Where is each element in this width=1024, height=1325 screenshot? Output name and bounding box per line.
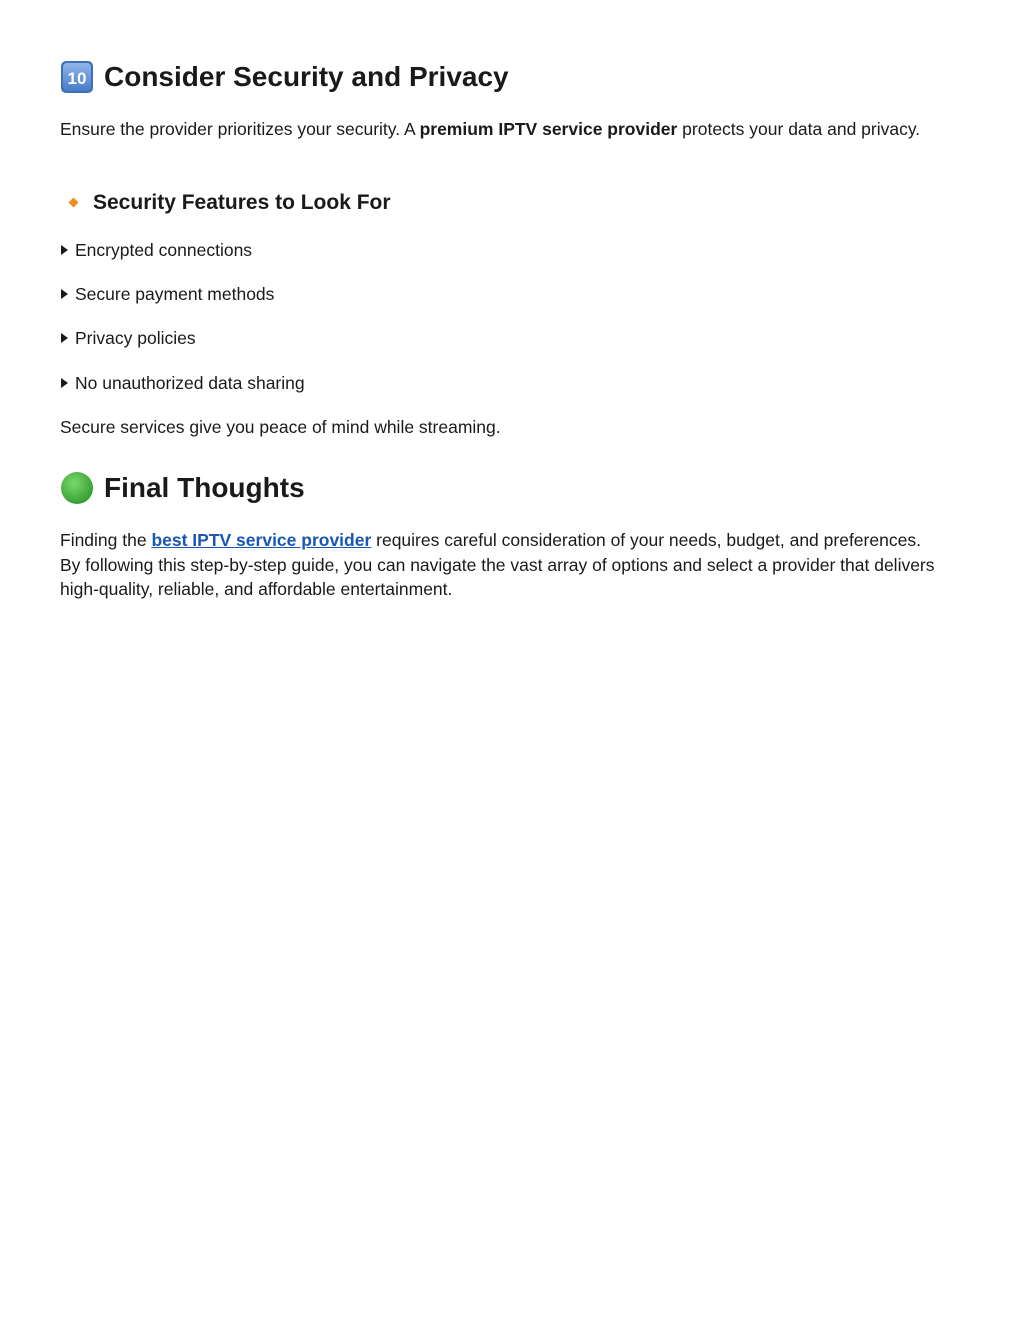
list-item: [60, 282, 274, 306]
green-circle-icon: [60, 471, 94, 505]
list-item: [60, 371, 305, 395]
features-subheading: [60, 189, 391, 217]
intro-text-before: Ensure the provider prioritizes your security. A: [60, 119, 420, 139]
section-heading-security: [60, 59, 509, 95]
section-heading-text: Consider Security and Privacy: [104, 61, 509, 92]
final-paragraph: [60, 528, 940, 602]
triangle-bullet-icon: [61, 378, 68, 388]
intro-text-after: protects your data and privacy.: [677, 119, 921, 139]
svg-text:10: 10: [67, 69, 87, 88]
list-item-label: Privacy policies: [75, 328, 196, 348]
list-item: [60, 326, 196, 350]
keycap-ten-icon: [60, 60, 94, 94]
triangle-bullet-icon: [61, 289, 68, 299]
best-iptv-provider-link[interactable]: best IPTV service provider: [151, 530, 372, 550]
list-item: [60, 238, 252, 262]
final-text-before: Finding the: [60, 530, 152, 550]
list-item-label: No unauthorized data sharing: [75, 373, 305, 393]
list-item-label: Encrypted connections: [75, 240, 253, 260]
triangle-bullet-icon: [61, 333, 68, 343]
intro-bold-text: premium IPTV service provider: [419, 119, 678, 139]
section-heading-final: [60, 470, 305, 506]
security-closing-paragraph: Secure services give you peace of mind while streaming.: [60, 417, 501, 437]
security-intro-paragraph: [60, 117, 940, 142]
final-text-after: requires careful consideration of your needs, budget, and preferences. By following this step-by-step guide, you can navigate the vast array of options and select a provider that delivers high-quality, reliable, and affordable entertainment.: [60, 530, 935, 599]
final-heading-text: Final Thoughts: [104, 472, 305, 503]
features-subheading-text: Security Features to Look For: [93, 191, 391, 214]
list-item-label: Secure payment methods: [75, 284, 275, 304]
orange-diamond-icon: [64, 193, 90, 213]
triangle-bullet-icon: [61, 245, 68, 255]
